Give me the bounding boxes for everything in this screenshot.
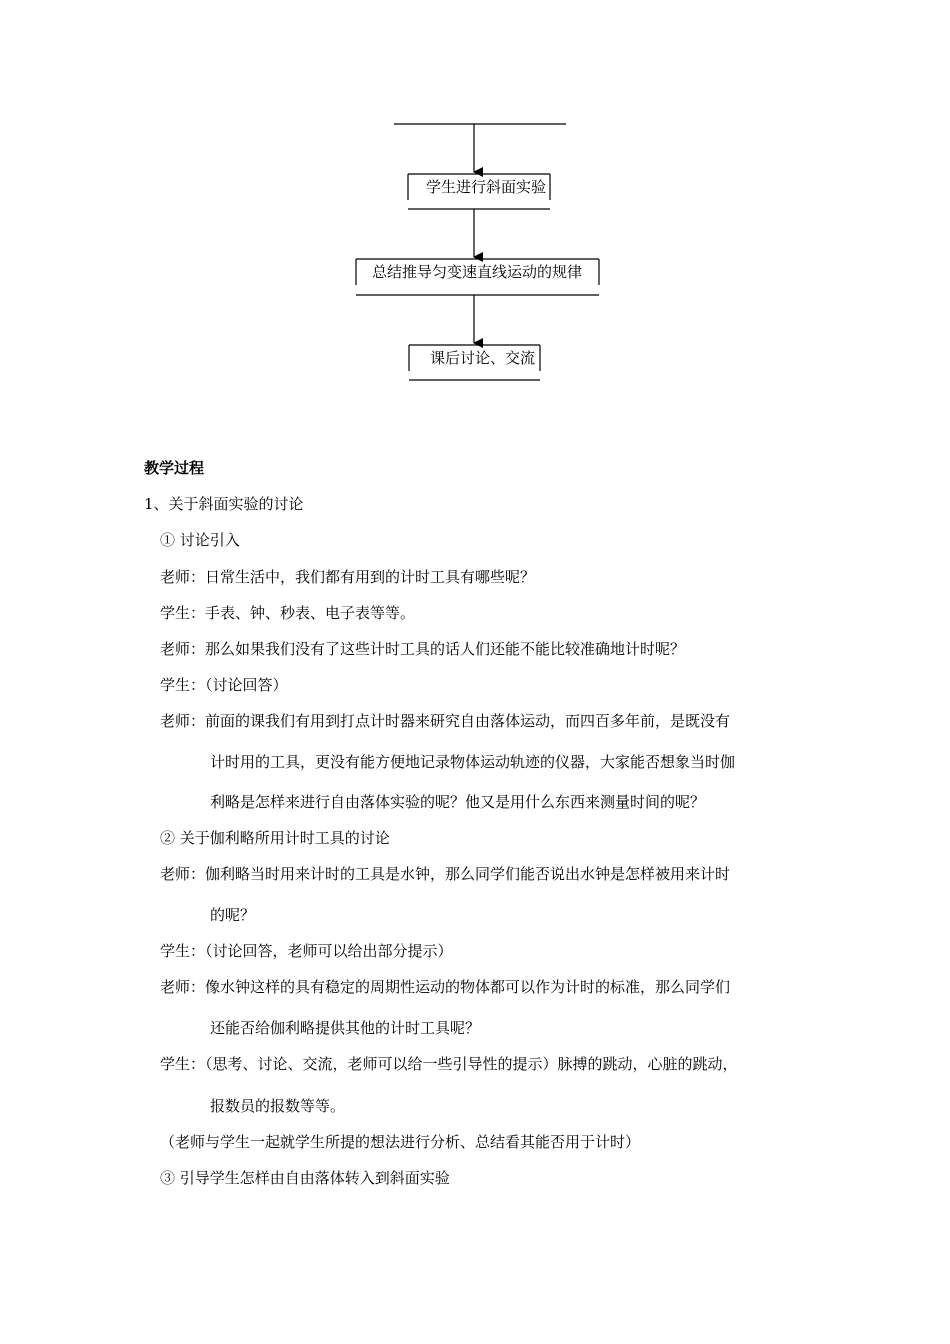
dialogue-line: 老师：伽利略当时用来计时的工具是水钟，那么同学们能否说出水钟是怎样被用来计时 bbox=[160, 865, 731, 883]
item-3-heading: ③ 引导学生怎样由自由落体转入到斜面实验 bbox=[160, 1169, 450, 1187]
dialogue-line: 老师：像水钟这样的具有稳定的周期性运动的物体都可以作为计时的标准，那么同学们 bbox=[160, 978, 731, 996]
dialogue-continuation: 的呢？ bbox=[210, 906, 256, 924]
dialogue-line: 学生：手表、钟、秒表、电子表等等。 bbox=[160, 604, 416, 622]
subsection-title: 1、关于斜面实验的讨论 bbox=[144, 495, 304, 513]
dialogue-line: 老师：那么如果我们没有了这些计时工具的话人们还能不能比较准确地计时呢？ bbox=[160, 640, 686, 658]
dialogue-line: 学生：（讨论回答） bbox=[160, 676, 288, 694]
note-line: （老师与学生一起就学生所提的想法进行分析、总结看其能否用于计时） bbox=[160, 1133, 641, 1151]
flow-box-2-label: 总结推导匀变速直线运动的规律 bbox=[372, 263, 583, 281]
dialogue-line: 学生：（思考、讨论、交流，老师可以给一些引导性的提示）脉搏的跳动，心脏的跳动， bbox=[160, 1055, 738, 1073]
dialogue-line: 学生：（讨论回答，老师可以给出部分提示） bbox=[160, 942, 453, 960]
dialogue-continuation: 利略是怎样来进行自由落体实验的呢？他又是用什么东西来测量时间的呢？ bbox=[210, 793, 706, 811]
flowchart bbox=[0, 0, 950, 420]
flow-box-3-label: 课后讨论、交流 bbox=[430, 349, 536, 367]
dialogue-line: 老师：日常生活中，我们都有用到的计时工具有哪些呢？ bbox=[160, 568, 536, 586]
dialogue-continuation: 报数员的报数等等。 bbox=[210, 1097, 346, 1115]
dialogue-continuation: 还能否给伽利略提供其他的计时工具呢？ bbox=[210, 1019, 481, 1037]
item-1-heading: ① 讨论引入 bbox=[160, 531, 240, 549]
dialogue-line: 老师：前面的课我们有用到打点计时器来研究自由落体运动，而四百多年前，是既没有 bbox=[160, 712, 731, 730]
section-title: 教学过程 bbox=[144, 459, 205, 477]
dialogue-continuation: 计时用的工具，更没有能方便地记录物体运动轨迹的仪器，大家能否想象当时伽 bbox=[210, 753, 736, 771]
flow-box-1-label: 学生进行斜面实验 bbox=[426, 178, 547, 196]
item-2-heading: ② 关于伽利略所用计时工具的讨论 bbox=[160, 829, 390, 847]
